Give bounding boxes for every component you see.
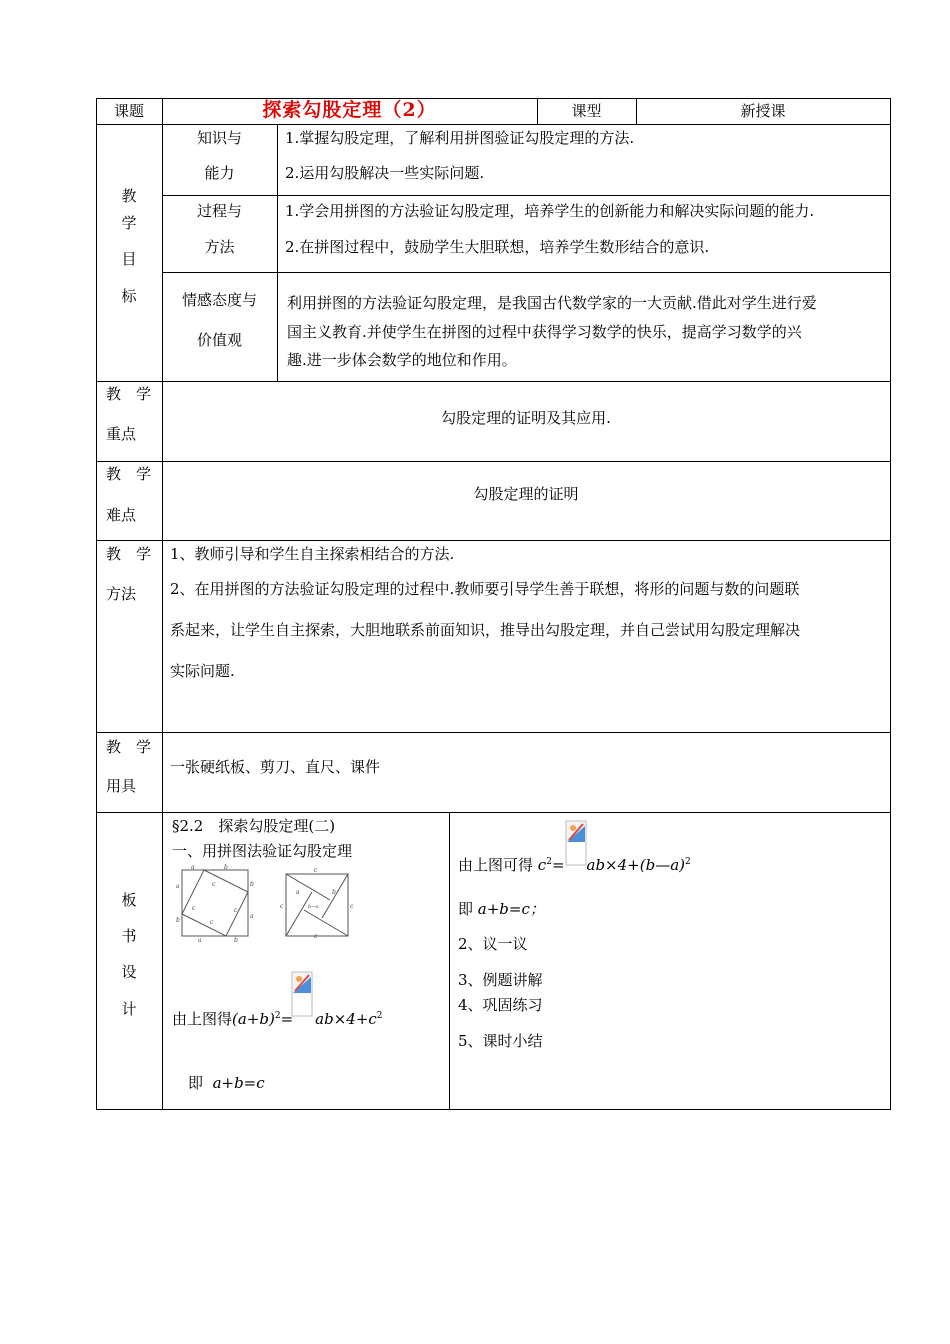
board-step: 2、议一议 [458, 935, 528, 953]
method-line: 系起来，让学生自主探索，大胆地联系前面知识，推导出勾股定理，并自己尝试用勾股定理解决 [170, 621, 801, 639]
svg-text:a: a [250, 913, 254, 920]
key-point-label-1: 教 学 [106, 385, 152, 403]
board-step: 3、例题讲解 [458, 971, 543, 989]
svg-text:c: c [314, 933, 318, 940]
method-line: 实际问题. [170, 662, 235, 680]
board-heading: 一、用拼图法验证勾股定理 [172, 842, 353, 860]
formula-1: 由上图得$(a+b)^2= ab\times 4+c^2$ [172, 1010, 383, 1028]
formula-2: 由上图可得 $c^2=$ ab×4+(b—a)$^2$ [458, 856, 691, 874]
svg-text:b−a: b−a [308, 904, 319, 910]
svg-text:c: c [192, 905, 196, 912]
conclusion-1: 即 a+b=c [188, 1074, 265, 1092]
proof-diagram-1 [176, 866, 256, 942]
process-item: 1.学会用拼图的方法验证勾股定理，培养学生的创新能力和解决实际问题的能力. [285, 202, 815, 220]
svg-text:c: c [350, 903, 354, 910]
svg-text:a: a [176, 883, 180, 890]
svg-text:a: a [296, 889, 300, 896]
tools-label-1: 教 学 [106, 738, 152, 756]
emotion-label-2: 价值观 [196, 331, 242, 349]
svg-text:c: c [314, 867, 318, 874]
difficulty-content: 勾股定理的证明 [473, 485, 579, 503]
type-label: 课型 [571, 102, 602, 120]
subject-label: 课题 [113, 102, 144, 120]
tools-content: 一张硬纸板、剪刀、直尺、课件 [170, 758, 381, 776]
tools-label-2: 用具 [106, 777, 137, 795]
diagram-letter-b: b [224, 864, 228, 871]
emotion-line: 趣.进一步体会数学的地位和作用。 [287, 351, 517, 369]
diagram-letter-c: c [212, 881, 216, 888]
svg-text:a: a [198, 937, 202, 944]
type-value: 新授课 [740, 102, 786, 120]
knowledge-item: 1.掌握勾股定理，了解利用拼图验证勾股定理的方法. [285, 129, 635, 147]
proof-diagram-2 [280, 867, 356, 940]
diagram-letter-a: a [191, 864, 195, 871]
board-step: 4、巩固练习 [458, 996, 543, 1014]
emotion-line: 国主义教育.并使学生在拼图的过程中获得学习数学的快乐，提高学习数学的兴 [287, 323, 802, 341]
knowledge-label-2: 能力 [204, 164, 235, 182]
knowledge-item: 2.运用勾股解决一些实际问题. [285, 164, 485, 182]
knowledge-label-1: 知识与 [196, 129, 242, 147]
process-item: 2.在拼图过程中，鼓励学生大胆联想，培养学生数形结合的意识. [285, 238, 710, 256]
emotion-label-1: 情感态度与 [181, 291, 257, 309]
svg-text:b: b [332, 889, 336, 896]
key-point-content: 勾股定理的证明及其应用. [441, 409, 611, 427]
svg-text:c: c [234, 907, 238, 914]
process-label-1: 过程与 [196, 202, 242, 220]
key-point-label-2: 重点 [106, 425, 137, 443]
process-label-2: 方法 [204, 238, 235, 256]
svg-text:c: c [280, 903, 284, 910]
difficulty-label-1: 教 学 [106, 465, 152, 483]
board-step: 5、课时小结 [458, 1032, 543, 1050]
method-line: 2、在用拼图的方法验证勾股定理的过程中.教师要引导学生善于联想，将形的问题与数的问题联 [170, 580, 800, 598]
conclusion-2: 即 a+b=c； [458, 900, 545, 918]
subject-title: 探索勾股定理（2） [262, 99, 437, 121]
svg-text:b: b [234, 937, 238, 944]
board-section-title: §2.2 探索勾股定理(二) [172, 817, 336, 835]
emotion-line: 利用拼图的方法验证勾股定理，是我国古代数学家的一大贡献.借此对学生进行爱 [287, 294, 817, 312]
difficulty-label-2: 难点 [106, 506, 137, 524]
svg-text:b: b [250, 881, 254, 888]
svg-text:c: c [210, 919, 214, 926]
method-line: 1、教师引导和学生自主探索相结合的方法. [170, 545, 455, 563]
method-label-1: 教 学 [106, 545, 152, 563]
svg-text:b: b [176, 917, 180, 924]
method-label-2: 方法 [106, 585, 137, 603]
